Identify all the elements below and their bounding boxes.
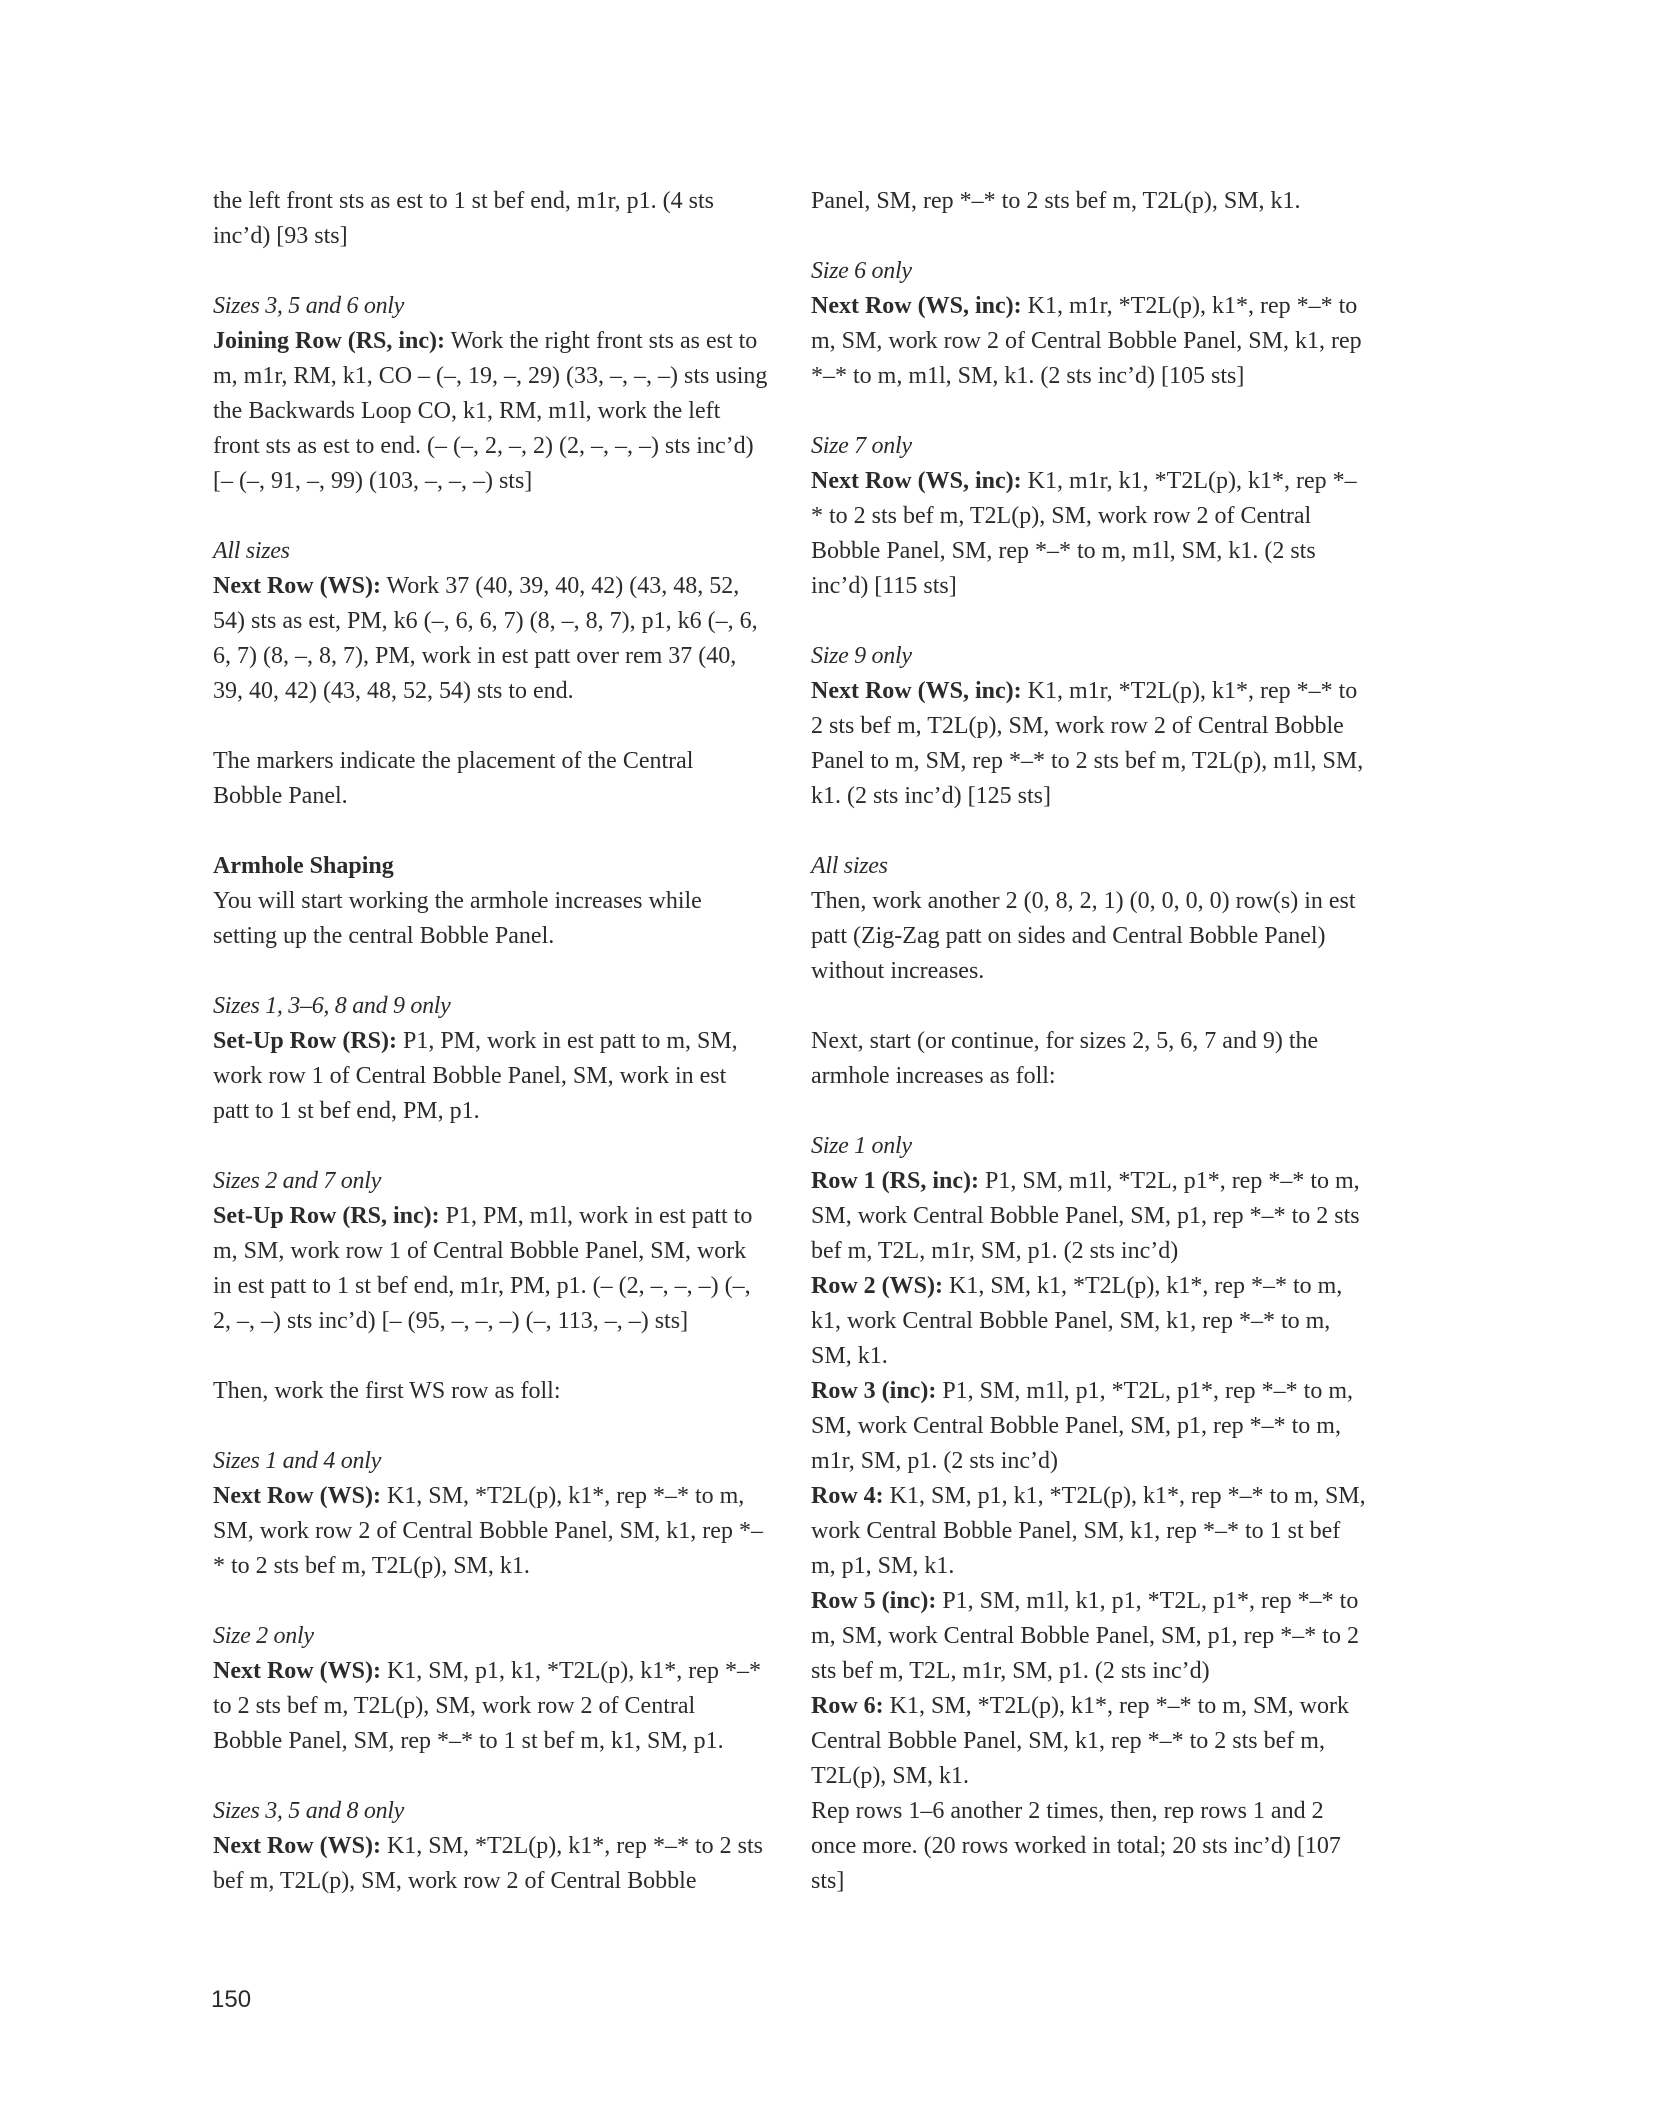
ws-b-block xyxy=(213,1619,768,1759)
all-sizes-row-label: Next Row (WS): xyxy=(213,573,381,599)
right-all-sizes-text: Then, work another 2 (0, 8, 2, 1) (0, 0, 0, 0) row(s) in est patt (Zig-Zag patt on sides and Central Bobble Panel) without increases. xyxy=(811,888,1356,984)
ws-a-row xyxy=(213,1479,768,1584)
next-start-text: Next, start (or continue, for sizes 2, 5, 6, 7 and 9) the armhole increases as foll: xyxy=(811,1028,1319,1089)
intro-block xyxy=(213,184,768,254)
joining-row xyxy=(213,324,768,499)
ws-a-row-text: K1, SM, *T2L(p), k1*, rep *–* to m, SM, work row 2 of Central Bobble Panel, SM, k1, rep *–* to 2 sts bef m, T2L(p), SM, k1. xyxy=(213,1483,763,1579)
size9-row-label: Next Row (WS, inc): xyxy=(811,678,1022,704)
ws-b-subhead: Size 2 only xyxy=(213,1623,314,1649)
armhole-text: You will start working the armhole increases while setting up the central Bobble Panel. xyxy=(213,888,702,949)
size1-row-4 xyxy=(811,1479,1366,1584)
size9-subhead: Size 9 only xyxy=(811,643,912,669)
ws-a-row-label: Next Row (WS): xyxy=(213,1483,381,1509)
size9-block xyxy=(811,639,1366,814)
joining-block xyxy=(213,289,768,499)
setup-a-row-label: Set-Up Row (RS): xyxy=(213,1028,397,1054)
all-sizes-subhead: All sizes xyxy=(213,538,290,564)
size1-subhead: Size 1 only xyxy=(811,1133,912,1159)
size1-block xyxy=(811,1129,1366,1899)
size1-row-5 xyxy=(811,1584,1366,1689)
size7-subhead: Size 7 only xyxy=(811,433,912,459)
all-sizes-row-text: Work 37 (40, 39, 40, 42) (43, 48, 52, 54) sts as est, PM, k6 (–, 6, 6, 7) (8, –, 8, 7), p1, k6 (–, 6, 6, 7) (8, –, 8, 7), PM, work in est patt over rem 37 (40, 39, 40, 42) (43, 48, 52, 54) sts to end. xyxy=(213,573,758,704)
right-all-sizes-block xyxy=(811,849,1366,989)
joining-row-label: Joining Row (RS, inc): xyxy=(213,328,446,354)
joining-subhead: Sizes 3, 5 and 6 only xyxy=(213,293,405,319)
size1-row-6-label: Row 6: xyxy=(811,1693,884,1719)
size6-subhead: Size 6 only xyxy=(811,258,912,284)
size1-row-2-text: K1, SM, k1, *T2L(p), k1*, rep *–* to m, k1, work Central Bobble Panel, SM, k1, rep *–* to m, SM, k1. xyxy=(811,1273,1343,1369)
size1-row-3-label: Row 3 (inc): xyxy=(811,1378,937,1404)
size1-row-1-text: P1, SM, m1l, *T2L, p1*, rep *–* to m, SM, work Central Bobble Panel, SM, p1, rep *–* to 2 sts bef m, T2L, m1r, SM, p1. (2 sts inc’d) xyxy=(811,1168,1360,1264)
joining-row-text: Work the right front sts as est to m, m1r, RM, k1, CO – (–, 19, –, 29) (33, –, –, –) sts using the Backwards Loop CO, k1, RM, m1l, work the left front sts as est to end. (– (–, 2, –, 2) (2, –, –, –) sts inc’d) [– (–, 91, –, 99) (103, –, –, –) sts] xyxy=(213,328,768,494)
ws-c-block xyxy=(213,1794,768,1899)
markers-note: The markers indicate the placement of the Central Bobble Panel. xyxy=(213,748,694,809)
setup-b-row xyxy=(213,1199,768,1339)
setup-a-row-text: P1, PM, work in est patt to m, SM, work row 1 of Central Bobble Panel, SM, work in est patt to 1 st bef end, PM, p1. xyxy=(213,1028,738,1124)
right-all-sizes-subhead: All sizes xyxy=(811,853,888,879)
continuation-text: Panel, SM, rep *–* to 2 sts bef m, T2L(p), SM, k1. xyxy=(811,188,1301,214)
ws-c-subhead: Sizes 3, 5 and 8 only xyxy=(213,1798,405,1824)
armhole-block xyxy=(213,849,768,954)
size7-row-label: Next Row (WS, inc): xyxy=(811,468,1022,494)
markers-note-block xyxy=(213,744,768,814)
size7-block xyxy=(811,429,1366,604)
ws-c-row-text: K1, SM, *T2L(p), k1*, rep *–* to 2 sts bef m, T2L(p), SM, work row 2 of Central Bobble xyxy=(213,1833,763,1894)
size1-row-1-label: Row 1 (RS, inc): xyxy=(811,1168,979,1194)
intro-text: the left front sts as est to 1 st bef end, m1r, p1. (4 sts inc’d) [93 sts] xyxy=(213,188,714,249)
size1-row-1 xyxy=(811,1164,1366,1269)
ws-a-subhead: Sizes 1 and 4 only xyxy=(213,1448,381,1474)
size1-row-2 xyxy=(811,1269,1366,1374)
size9-row-text: K1, m1r, *T2L(p), k1*, rep *–* to 2 sts bef m, T2L(p), SM, work row 2 of Central Bobble Panel to m, SM, rep *–* to 2 sts bef m, T2L(p), m1l, SM, k1. (2 sts inc’d) [125 sts] xyxy=(811,678,1364,809)
all-sizes-row xyxy=(213,569,768,709)
setup-a-row xyxy=(213,1024,768,1129)
armhole-heading: Armhole Shaping xyxy=(213,853,394,879)
ws-c-row xyxy=(213,1829,768,1899)
size1-row-5-text: P1, SM, m1l, k1, p1, *T2L, p1*, rep *–* to m, SM, work Central Bobble Panel, SM, p1, rep *–* to 2 sts bef m, T2L, m1r, SM, p1. (2 sts inc’d) xyxy=(811,1588,1359,1684)
ws-b-row-text: K1, SM, p1, k1, *T2L(p), k1*, rep *–* to 2 sts bef m, T2L(p), SM, work row 2 of Central Bobble Panel, SM, rep *–* to 1 st bef m, k1, SM, p1. xyxy=(213,1658,761,1754)
size7-row xyxy=(811,464,1366,604)
size7-row-text: K1, m1r, k1, *T2L(p), k1*, rep *–* to 2 sts bef m, T2L(p), SM, work row 2 of Central Bobble Panel, SM, rep *–* to m, m1l, SM, k1. (2 sts inc’d) [115 sts] xyxy=(811,468,1357,599)
size6-row-label: Next Row (WS, inc): xyxy=(811,293,1022,319)
size1-row-4-label: Row 4: xyxy=(811,1483,884,1509)
size1-row-3-text: P1, SM, m1l, p1, *T2L, p1*, rep *–* to m, SM, work Central Bobble Panel, SM, p1, rep *–* to m, m1r, SM, p1. (2 sts inc’d) xyxy=(811,1378,1353,1474)
then-note: Then, work the first WS row as foll: xyxy=(213,1378,561,1404)
setup-b-row-label: Set-Up Row (RS, inc): xyxy=(213,1203,440,1229)
setup-b-subhead: Sizes 2 and 7 only xyxy=(213,1168,381,1194)
all-sizes-block xyxy=(213,534,768,709)
continuation-block xyxy=(811,184,1366,219)
next-start-block xyxy=(811,1024,1366,1094)
ws-c-row-label: Next Row (WS): xyxy=(213,1833,381,1859)
size1-row-6-text: K1, SM, *T2L(p), k1*, rep *–* to m, SM, work Central Bobble Panel, SM, k1, rep *–* to 2 sts bef m, T2L(p), SM, k1. xyxy=(811,1693,1349,1789)
size6-block xyxy=(811,254,1366,394)
size1-row-4-text: K1, SM, p1, k1, *T2L(p), k1*, rep *–* to m, SM, work Central Bobble Panel, SM, k1, rep *–* to 1 st bef m, p1, SM, k1. xyxy=(811,1483,1366,1579)
then-note-block xyxy=(213,1374,768,1409)
size9-row xyxy=(811,674,1366,814)
size1-closing: Rep rows 1–6 another 2 times, then, rep rows 1 and 2 once more. (20 rows worked in total; 20 sts inc’d) [107 sts] xyxy=(811,1798,1341,1894)
size1-row-5-label: Row 5 (inc): xyxy=(811,1588,937,1614)
size1-row-6 xyxy=(811,1689,1366,1794)
size1-row-2-label: Row 2 (WS): xyxy=(811,1273,943,1299)
ws-b-row xyxy=(213,1654,768,1759)
setup-b-row-text: P1, PM, m1l, work in est patt to m, SM, work row 1 of Central Bobble Panel, SM, work in est patt to 1 st bef end, m1r, PM, p1. (– (2, –, –, –) (–, 2, –, –) sts inc’d) [– (95, –, –, –) (–, 113, –, –) sts] xyxy=(213,1203,753,1334)
right-column xyxy=(811,184,1366,1934)
size6-row xyxy=(811,289,1366,394)
page-number: 150 xyxy=(211,1986,252,2013)
setup-b-block xyxy=(213,1164,768,1339)
ws-b-row-label: Next Row (WS): xyxy=(213,1658,381,1684)
setup-a-subhead: Sizes 1, 3–6, 8 and 9 only xyxy=(213,993,451,1019)
left-column xyxy=(213,184,768,1934)
size6-row-text: K1, m1r, *T2L(p), k1*, rep *–* to m, SM, work row 2 of Central Bobble Panel, SM, k1, rep *–* to m, m1l, SM, k1. (2 sts inc’d) [105 sts] xyxy=(811,293,1362,389)
setup-a-block xyxy=(213,989,768,1129)
ws-a-block xyxy=(213,1444,768,1584)
size1-row-3 xyxy=(811,1374,1366,1479)
